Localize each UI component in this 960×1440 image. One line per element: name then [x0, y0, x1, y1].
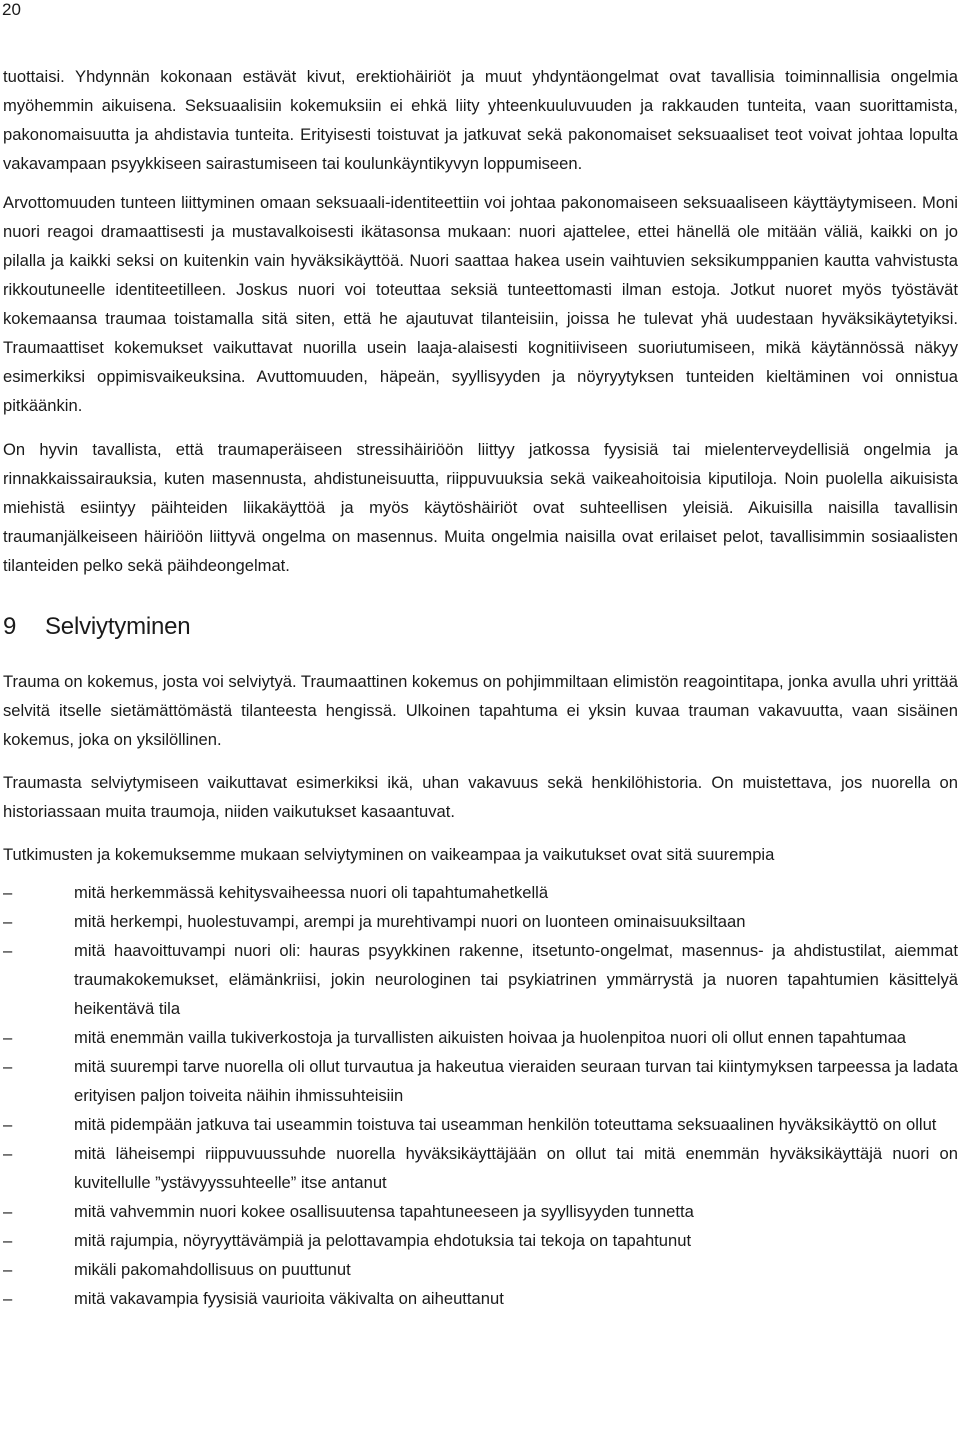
section-heading [3, 609, 958, 645]
list-item-text: mitä pidempään jatkuva tai useammin toistuva tai useamman henkilön toteuttama seksuaalinen hyväksikäyttö on ollut [74, 1115, 937, 1134]
body-paragraph: Arvottomuuden tunteen liittyminen omaan seksuaali-identiteettiin voi johtaa pakonomaiseen seksuaaliseen käyttäytymiseen. Moni nuori reagoi dramaattisesti ja mustavalkoisesti ikätasonsa mukaan: nuori ajattelee, ettei hänellä ole mitään väliä, kaikki on jo pilalla ja kaikki seksi on kuitenkin vain hyväksikäyttöä. Nuori saattaa hakea usein vaihtuvien seksikumppanien kautta vahvistusta rikkoutuneelle identiteetilleen. Joskus nuori voi toteuttaa seksiä tunteettomasti ilman estoja. Jotkut nuoret myös työstävät kokemaansa traumaa toistamalla sitä siten, että he ajautuvat tilanteisiin, joissa he tulevat yhä uudestaan hyväksikäytetyiksi. Traumaattiset kokemukset vaikuttavat nuorilla usein laaja-alaisesti kognitiiviseen suoriutumiseen, mikä käytännössä näkyy esimerkiksi oppimisvaikeuksina. Avuttomuuden, häpeän, syyllisyyden ja nöyryytyksen tunteiden kieltäminen voi onnistua pitkäänkin. [3, 193, 958, 415]
document-body [3, 62, 958, 1313]
list-dash: – [3, 1057, 13, 1076]
list-dash: – [3, 1231, 13, 1250]
list-item-text: mitä herkempi, huolestuvampi, arempi ja murehtivampi nuori on luonteen ominaisuuksiltaan [74, 912, 746, 931]
list-item-text: mitä vakavampia fyysisiä vaurioita väkivalta on aiheuttanut [74, 1289, 504, 1308]
list-dash: – [3, 1202, 13, 1221]
list-item [3, 878, 958, 907]
list-item-text: mitä herkemmässä kehitysvaiheessa nuori oli tapahtumahetkellä [74, 883, 549, 902]
list-item [3, 1197, 958, 1226]
list-item-text: mitä vahvemmin nuori kokee osallisuutensa tapahtuneeseen ja syyllisyyden tunnetta [74, 1202, 694, 1221]
list-dash: – [3, 1115, 13, 1134]
list-item-text: mitä haavoittuvampi nuori oli: hauras psyykkinen rakenne, itsetunto-ongelmat, masennus- ja ahdistustilat, aiemmat traumakokemukset, elämänkriisi, jokin neurologinen tai psykiatrinen ymmärrystä ja nuoren tapahtumien käsittelyä heikentävä tila [74, 941, 958, 1018]
section-number: 9 [3, 613, 17, 640]
list-intro-paragraph: Tutkimusten ja kokemuksemme mukaan selviytyminen on vaikeampaa ja vaikutukset ovat sitä suurempia [3, 845, 775, 864]
list-item-text: mikäli pakomahdollisuus on puuttunut [74, 1260, 351, 1279]
criteria-list [3, 878, 958, 1313]
list-item [3, 1023, 958, 1052]
body-paragraph: On hyvin tavallista, että traumaperäiseen stressihäiriöön liittyy jatkossa fyysisiä tai mielenterveydellisiä ongelmia ja rinnakkaissairauksia, kuten masennusta, ahdistuneisuutta, riippuvuuksia sekä vaikeahoitoisia kiputiloja. Noin puolella aikuisista miehistä esiintyy päihteiden liikakäyttöä ja myös käytöshäiriöt ovat suhteellisen yleisiä. Aikuisilla naisilla tavallisin traumanjälkeiseen häiriöön liittyvä ongelma on masennus. Muita ongelmia naisilla ovat erilaiset pelot, tavallisimmin sosiaalisten tilanteiden pelko sekä päihdeongelmat. [3, 440, 958, 575]
list-dash: – [3, 1028, 13, 1047]
list-item [3, 907, 958, 936]
list-dash: – [3, 1144, 13, 1163]
list-dash: – [3, 1289, 13, 1308]
list-dash: – [3, 941, 13, 960]
list-dash: – [3, 1260, 13, 1279]
list-item-text: mitä enemmän vailla tukiverkostoja ja turvallisten aikuisten hoivaa ja huolenpitoa nuori oli ollut ennen tapahtumaa [74, 1028, 907, 1047]
list-item [3, 1110, 958, 1139]
body-paragraph: Traumasta selviytymiseen vaikuttavat esimerkiksi ikä, uhan vakavuus sekä henkilöhistoria. On muistettava, jos nuorella on historiassaan muita traumoja, niiden vaikutukset kasaantuvat. [3, 773, 958, 821]
body-paragraph: Trauma on kokemus, josta voi selviytyä. Traumaattinen kokemus on pohjimmiltaan elimistön reagointitapa, jonka avulla uhri yrittää selvitä itselle sietämättömästä tilanteesta hengissä. Ulkoinen tapahtuma ei yksin kuvaa trauman vakavuutta, vaan sisäinen kokemus, joka on yksilöllinen. [3, 672, 958, 749]
list-item-text: mitä läheisempi riippuvuussuhde nuorella hyväksikäyttäjään on ollut tai mitä enemmän hyväksikäyttäjä nuori on kuvitellulle ”ystävyyssuhteelle” itse antanut [74, 1144, 958, 1192]
list-dash: – [3, 883, 13, 902]
page-number: 20 [2, 0, 21, 19]
list-item-text: mitä suurempi tarve nuorella oli ollut turvautua ja hakeutua vieraiden seuraan turvan tai kiintymyksen tarpeessa ja ladata erityisen paljon toiveita näihin ihmissuhteisiin [74, 1057, 958, 1105]
list-item [3, 1226, 958, 1255]
body-paragraph: tuottaisi. Yhdynnän kokonaan estävät kivut, erektiohäiriöt ja muut yhdyntäongelmat ovat tavallisia toiminnallisia ongelmia myöhemmin aikuisena. Seksuaalisiin kokemuksiin ei ehkä liity yhteenkuuluvuuden ja rakkauden tunteita, vaan suorittamista, pakonomaisuutta ja ahdistavia tunteita. Erityisesti toistuvat ja jatkuvat sekä pakonomaiset seksuaaliset teot voivat johtaa lopulta vakavampaan psyykkiseen sairastumiseen tai koulunkäyntikyvyn loppumiseen. [3, 67, 958, 173]
list-item [3, 1284, 958, 1313]
list-dash: – [3, 912, 13, 931]
list-item [3, 1139, 958, 1197]
list-item [3, 936, 958, 1023]
list-item [3, 1255, 958, 1284]
section-title: Selviytyminen [45, 613, 191, 640]
list-item [3, 1052, 958, 1110]
list-item-text: mitä rajumpia, nöyryyttävämpiä ja pelottavampia ehdotuksia tai tekoja on tapahtunut [74, 1231, 692, 1250]
